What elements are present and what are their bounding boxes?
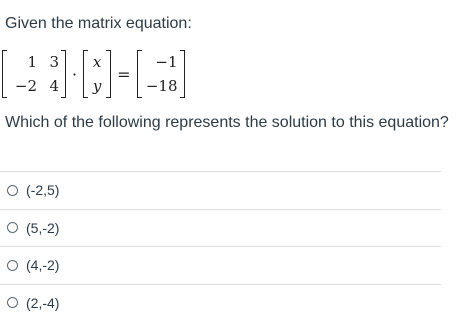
result-cell: −18 — [142, 74, 178, 98]
answer-label: (4,-2) — [26, 257, 59, 273]
variable-vector — [83, 49, 111, 99]
answer-option[interactable] — [0, 171, 441, 209]
variable-cells — [88, 49, 106, 99]
answer-option[interactable] — [0, 209, 441, 247]
matrix-cell: 1 — [9, 50, 37, 74]
coefficient-cells — [7, 49, 61, 99]
radio-button[interactable] — [7, 222, 18, 233]
answer-list — [0, 171, 441, 321]
answer-option[interactable] — [0, 246, 441, 284]
result-cell: −1 — [142, 50, 178, 74]
right-bracket — [61, 50, 66, 98]
answer-label: (2,-4) — [26, 295, 59, 311]
answer-option[interactable] — [0, 284, 441, 321]
question-text: Which of the following represents the solution to this equation? — [5, 113, 449, 133]
equation-prompt: Given the matrix equation: — [5, 14, 192, 34]
right-bracket — [106, 50, 111, 98]
right-bracket — [180, 50, 185, 98]
result-cells — [142, 49, 180, 99]
radio-button[interactable] — [7, 260, 18, 271]
answer-label: (-2,5) — [26, 182, 59, 198]
equals-sign: = — [117, 65, 130, 84]
result-vector — [137, 49, 185, 99]
coefficient-matrix — [2, 49, 66, 99]
radio-button[interactable] — [7, 185, 18, 196]
matrix-equation — [2, 49, 185, 99]
matrix-cell: 3 — [37, 50, 59, 74]
variable-x: x — [88, 50, 106, 74]
variable-y: y — [88, 74, 106, 98]
matrix-cell: −2 — [9, 74, 37, 98]
radio-button[interactable] — [7, 297, 18, 308]
multiply-dot: · — [72, 65, 77, 84]
answer-label: (5,-2) — [26, 220, 59, 236]
matrix-cell: 4 — [37, 74, 59, 98]
